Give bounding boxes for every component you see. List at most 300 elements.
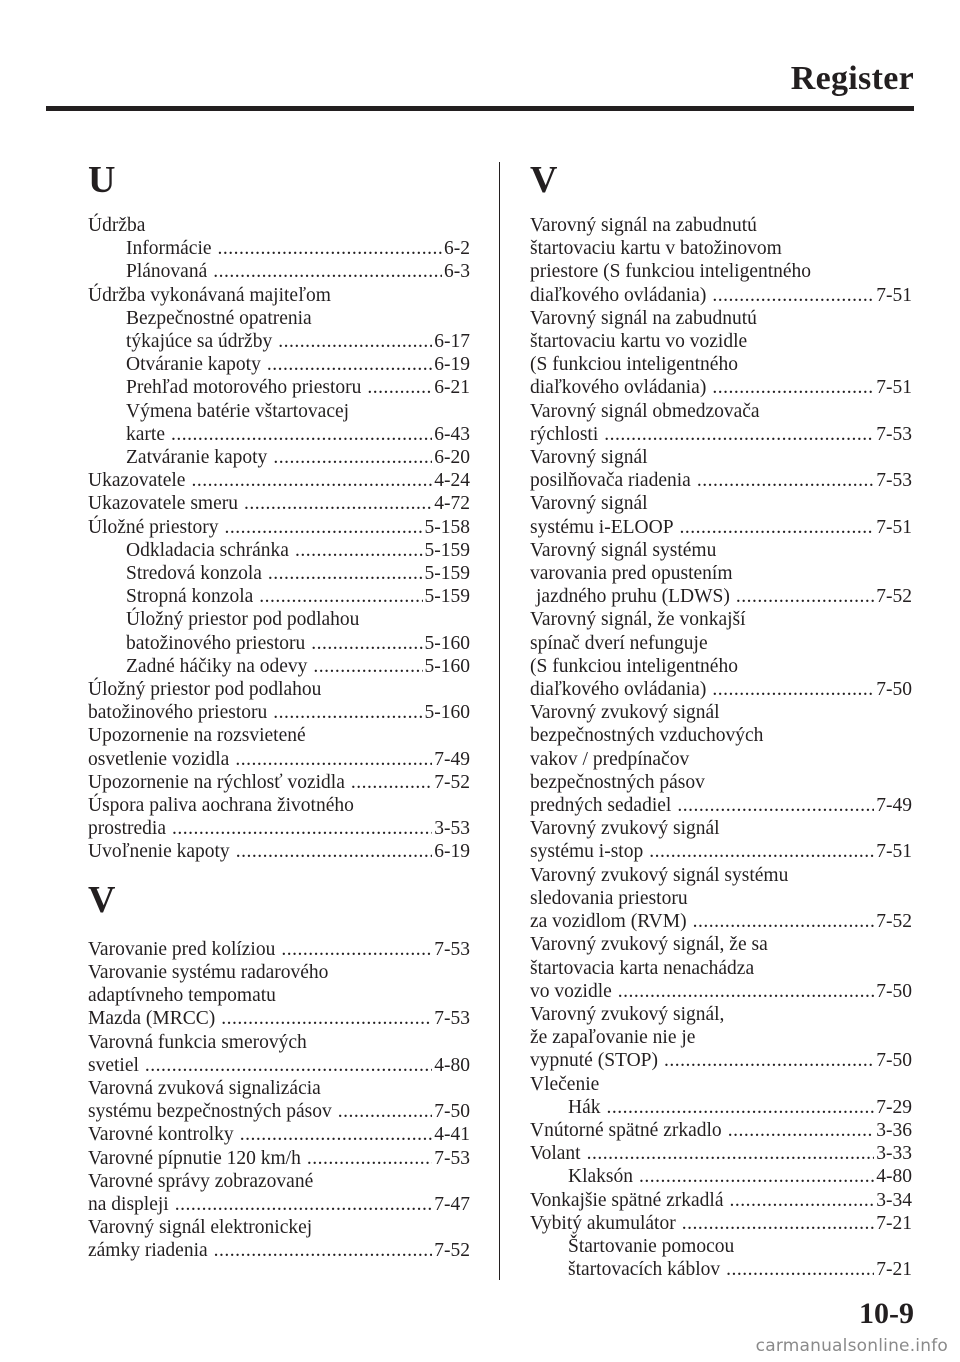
entry-text: Upozornenie na rýchlosť vozidla [88,771,345,793]
entry-text: Úspora paliva aochrana životného [88,795,354,817]
entry-text: systému i-stop [530,841,644,863]
index-entry [88,724,470,770]
entry-page-ref: 4-24 [434,470,470,492]
entry-text: Varovanie systému radarového [88,961,329,983]
index-entry [530,1119,912,1142]
entry-text: Varovný zvukový signál [530,702,720,724]
index-entry [88,1170,470,1216]
entry-text: Varovný signál [530,493,648,515]
entry-page-ref: 6-21 [434,377,470,399]
entry-page-ref: 3-34 [876,1189,912,1211]
index-entry-line [530,423,912,446]
dot-leader [281,938,432,961]
dot-leader [145,1054,432,1077]
entry-page-ref: 6-2 [444,238,470,260]
index-entry-line [530,214,912,237]
index-entry-line [88,655,470,678]
index-entry [88,214,470,237]
index-entry [530,492,912,538]
entry-text: Informácie [126,238,212,260]
entry-text: Varovný zvukový signál, [530,1003,725,1025]
entry-page-ref: 7-53 [434,938,470,960]
dot-leader [240,1123,433,1146]
entry-page-ref: 4-72 [434,493,470,515]
dot-leader [712,678,874,701]
index-entry-line [530,864,912,887]
index-entry [88,1216,470,1262]
entry-text: Mazda (MRCC) [88,1008,216,1030]
index-entry-line [88,678,470,701]
index-entry [88,260,470,283]
index-entry-line [530,585,912,608]
index-entry-line [530,608,912,631]
index-entry-line [88,724,470,747]
index-entry-line [530,1049,912,1072]
entry-text: osvetlenie vozidla [88,748,230,770]
entry-text: štartovaciu kartu vo vozidle [530,331,748,353]
dot-leader [218,237,442,260]
index-entry [530,1096,912,1119]
entry-page-ref: 7-53 [876,470,912,492]
dot-leader [267,353,432,376]
entry-text: bezpečnostných pásov [530,771,705,793]
index-entry [530,1165,912,1188]
index-entry-line [88,400,470,423]
entry-text: štartovaciu kartu v batožinovom [530,238,782,260]
index-entry-line [530,910,912,933]
dot-leader [191,469,432,492]
index-entry-line [88,1123,470,1146]
index-entry-line [530,1096,912,1119]
dot-leader [172,817,432,840]
index-entry-line [88,330,470,353]
entry-text: Varovný signál na zabudnutú [530,307,757,329]
entry-text: vo vozidle [530,980,612,1002]
dot-leader [175,1193,433,1216]
index-entry-line [88,376,470,399]
index-entry [530,1142,912,1165]
index-entry-line [530,284,912,307]
index-entry-line [530,1258,912,1281]
entry-page-ref: 7-50 [876,1050,912,1072]
entry-text: (S funkciou inteligentného [530,354,738,376]
column-divider [499,162,500,1280]
entry-page-ref: 4-80 [876,1166,912,1188]
entry-page-ref: 5-160 [424,632,470,654]
entry-text: Zadné háčiky na odevy [126,655,308,677]
index-entry [530,1003,912,1073]
dot-leader [367,376,432,399]
index-entry-line [530,260,912,283]
index-entry [88,585,470,608]
entry-page-ref: 3-33 [876,1143,912,1165]
entry-text: priestore (S funkciou inteligentného [530,261,812,283]
index-entry-line [88,840,470,863]
index-entry [88,284,470,307]
dot-leader [307,1147,432,1170]
entry-text: Varovný signál obmedzovača [530,400,760,422]
entry-page-ref: 7-53 [434,1147,470,1169]
entry-page-ref: 7-50 [434,1101,470,1123]
entry-text: Varovný signál [530,447,648,469]
entry-text: diaľkového ovládania) [530,679,707,701]
dot-leader [677,794,874,817]
entry-text: vypnuté (STOP) [530,1050,659,1072]
entry-text: Vnútorné spätné zrkadlo [530,1119,722,1141]
dot-leader [680,516,875,539]
index-entry-line [88,938,470,961]
entry-text: Úložné priestory [88,516,219,538]
entry-text: Varovný zvukový signál [530,818,720,840]
dot-leader [607,1096,875,1119]
entry-text: Vlečenie [530,1073,600,1095]
entry-page-ref: 6-20 [434,447,470,469]
index-entry-line [530,1165,912,1188]
entry-text: Štartovanie pomocou [568,1235,735,1257]
entry-text: predných sedadiel [530,795,672,817]
entry-text: Upozornenie na rozsvietené [88,725,306,747]
dot-leader [693,910,875,933]
entry-text: spínač dverí nefunguje [530,632,708,654]
index-entry-line [530,307,912,330]
entry-text: adaptívneho tempomatu [88,985,276,1007]
entry-page-ref: 7-53 [434,1008,470,1030]
index-entry [530,1073,912,1096]
entry-page-ref: 4-80 [434,1054,470,1076]
index-entry-line [530,632,912,655]
index-entry-line [530,376,912,399]
index-entry-line [88,1147,470,1170]
index-entry-line [530,1212,912,1235]
index-entry [88,562,470,585]
entry-page-ref: 6-19 [434,841,470,863]
index-entry [88,655,470,678]
index-entry [88,446,470,469]
entry-page-ref: 3-36 [876,1119,912,1141]
entry-text: Varovanie pred kolíziou [88,938,276,960]
index-entry-line [530,678,912,701]
entry-page-ref: 7-53 [876,423,912,445]
entry-page-ref: 7-50 [876,679,912,701]
index-entry [530,933,912,1003]
index-entry-line [88,961,470,984]
index-column-left [88,152,470,1263]
index-entry-line [530,748,912,771]
index-entry-line [530,1003,912,1026]
dot-leader [587,1142,875,1165]
dot-leader [639,1165,874,1188]
entry-page-ref: 5-159 [424,539,470,561]
dot-leader [225,516,423,539]
index-column-right [530,152,912,1281]
entry-text: Otváranie kapoty [126,354,261,376]
index-entry [88,353,470,376]
index-entry-line [88,469,470,492]
index-entry [530,701,912,817]
index-entry-line [88,701,470,724]
dot-leader [214,1239,433,1262]
dot-leader [682,1212,875,1235]
entry-page-ref: 7-51 [876,841,912,863]
dot-leader [726,1258,874,1281]
entry-text: Uvoľnenie kapoty [88,841,230,863]
entry-page-ref: 7-49 [434,748,470,770]
entry-text: Stredová konzola [126,563,262,585]
entry-page-ref: 7-49 [876,795,912,817]
entry-text: posilňovača riadenia [530,470,691,492]
index-entry [530,214,912,307]
dot-leader [697,469,874,492]
index-entry-line [88,608,470,631]
index-entry [88,794,470,840]
index-entry-line [88,1054,470,1077]
dot-leader [604,423,874,446]
entry-page-ref: 6-43 [434,423,470,445]
index-entry-line [88,1007,470,1030]
index-entry-line [88,1031,470,1054]
index-entry-line [530,353,912,376]
index-entry [88,400,470,446]
entry-text: Vybitý akumulátor [530,1212,676,1234]
entry-text: Klaksón [568,1166,633,1188]
index-entry-line [88,1077,470,1100]
dot-leader [338,1100,433,1123]
dot-leader [712,376,874,399]
entry-text: Varovná zvuková signalizácia [88,1077,321,1099]
index-entry-line [530,469,912,492]
dot-leader [351,771,432,794]
entry-page-ref: 3-53 [434,818,470,840]
entry-text: Prehľad motorového priestoru [126,377,362,399]
index-entry [530,608,912,701]
index-entry-line [88,446,470,469]
entry-text: Zatváranie kapoty [126,447,268,469]
entry-page-ref: 7-52 [434,771,470,793]
entry-text: systému i-ELOOP [530,516,674,538]
entry-text: Hák [568,1096,601,1118]
entry-page-ref: 6-17 [434,331,470,353]
entry-page-ref: 7-47 [434,1193,470,1215]
dot-leader [730,1189,875,1212]
index-entry-line [530,516,912,539]
index-entry-line [530,933,912,956]
dot-leader [649,840,874,863]
dot-leader [236,840,433,863]
entry-text: Varovné správy zobrazované [88,1170,314,1192]
index-entry-line [88,214,470,237]
index-entry-line [530,562,912,585]
entry-text: Varovný signál, že vonkajší [530,609,746,631]
entry-text: Plánovaná [126,261,208,283]
dot-leader [171,423,432,446]
dot-leader [618,980,874,1003]
page-number: 10-9 [859,1297,914,1330]
dot-leader [736,585,874,608]
entry-text: týkajúce sa údržby [126,331,273,353]
entry-text: Vonkajšie spätné zrkadlá [530,1189,724,1211]
entry-text: Údržba [88,215,146,236]
index-entry-line [88,237,470,260]
entry-text: (S funkciou inteligentného [530,655,738,677]
index-entry [88,1147,470,1170]
index-entry-line [530,492,912,515]
entry-text: že zapaľovanie nie je [530,1027,696,1049]
entry-text: batožinového priestoru [88,702,268,724]
index-entry-line [88,1216,470,1239]
dot-leader [295,539,423,562]
index-entry-line [530,1142,912,1165]
index-entry [88,469,470,492]
index-entry [88,376,470,399]
index-entry-line [530,330,912,353]
index-entry [530,539,912,609]
index-entry-line [530,1073,912,1096]
index-entry [88,492,470,515]
entry-text: zámky riadenia [88,1240,208,1262]
index-entry-line [530,1026,912,1049]
index-entry [88,771,470,794]
entry-text: Výmena batérie vštartovacej [126,400,350,422]
dot-leader [273,701,422,724]
index-entry [88,608,470,654]
index-entry-line [530,655,912,678]
entry-text: Stropná konzola [126,586,254,608]
index-entry-line [88,1170,470,1193]
index-entry-line [88,984,470,1007]
entry-text: karte [126,423,165,445]
entry-page-ref: 7-51 [876,377,912,399]
entry-page-ref: 5-160 [424,702,470,724]
entry-page-ref: 7-29 [876,1096,912,1118]
index-entry-line [88,1239,470,1262]
index-entry-line [530,1235,912,1258]
index-entry [88,1031,470,1077]
index-entry-line [88,1193,470,1216]
dot-leader [664,1049,874,1072]
entry-text: systému bezpečnostných pásov [88,1101,332,1123]
entry-page-ref: 7-52 [876,586,912,608]
entry-text: Varovné kontrolky [88,1124,234,1146]
section-letter: V [88,878,116,921]
entry-text: Varovný zvukový signál, že sa [530,934,768,956]
index-entry [530,1235,912,1281]
index-entry-line [88,284,470,307]
entry-page-ref: 7-52 [876,911,912,933]
entry-text: vakov / predpínačov [530,748,690,770]
index-entry-line [88,817,470,840]
index-entry-line [530,840,912,863]
index-entry [530,817,912,863]
entry-text: prostredia [88,818,166,840]
entry-text: diaľkového ovládania) [530,284,707,306]
entry-text: Úložný priestor pod podlahou [126,609,360,631]
index-entry-line [530,446,912,469]
header-rule [46,106,914,111]
dot-leader [244,492,432,515]
index-entry [530,1189,912,1212]
entry-text: Varovný signál na zabudnutú [530,215,757,236]
index-entry [88,961,470,1031]
section-letter: V [530,159,558,201]
entry-text: diaľkového ovládania) [530,377,707,399]
entry-text: Varovný zvukový signál systému [530,864,789,886]
entry-page-ref: 5-159 [424,586,470,608]
entry-text: Ukazovatele smeru [88,493,238,515]
index-entry-line [530,771,912,794]
entry-text: štartovacia karta nenachádza [530,957,755,979]
index-entry [88,237,470,260]
index-entry-line [88,632,470,655]
index-entry-line [530,1119,912,1142]
entry-page-ref: 6-19 [434,354,470,376]
index-entry-line [530,701,912,724]
index-entry [530,307,912,400]
index-entry [530,1212,912,1235]
index-entry-line [88,492,470,515]
index-entry-line [88,539,470,562]
index-entry-line [530,980,912,1003]
entry-text: za vozidlom (RVM) [530,911,687,933]
entry-text: Varovné pípnutie 120 km/h [88,1147,301,1169]
index-entry [88,539,470,562]
index-entry [88,840,470,863]
index-entry-line [88,771,470,794]
dot-leader [311,632,422,655]
entry-text: sledovania priestoru [530,887,688,909]
index-entry-line [88,585,470,608]
dot-leader [712,284,874,307]
entry-text: Ukazovatele [88,470,186,492]
entry-text: Volant [530,1143,581,1165]
index-entry-line [530,1189,912,1212]
entry-page-ref: 7-51 [876,516,912,538]
dot-leader [313,655,422,678]
dot-leader [268,562,423,585]
entry-page-ref: 4-41 [434,1124,470,1146]
entry-text: Úložný priestor pod podlahou [88,679,322,701]
entry-text: svetiel [88,1054,139,1076]
index-entry-line [530,237,912,260]
dot-leader [728,1119,875,1142]
index-entry-line [88,562,470,585]
dot-leader [235,748,432,771]
dot-leader [259,585,422,608]
index-entry [530,864,912,934]
index-entry [88,307,470,353]
entry-page-ref: 7-21 [876,1212,912,1234]
entry-text: rýchlosti [530,423,599,445]
index-entry-line [530,957,912,980]
entry-text: batožinového priestoru [126,632,306,654]
entry-page-ref: 7-52 [434,1240,470,1262]
entry-page-ref: 5-159 [424,563,470,585]
entry-text: Odkladacia schránka [126,539,289,561]
entry-text: štartovacích káblov [568,1259,721,1281]
index-entry-line [88,423,470,446]
index-entry-line [88,260,470,283]
index-entry [88,1123,470,1146]
index-entry-line [530,539,912,562]
entry-page-ref: 6-3 [444,261,470,283]
index-entry-line [88,307,470,330]
entry-page-ref: 7-50 [876,980,912,1002]
entry-text: Varovný signál systému [530,539,717,561]
index-entry-line [530,724,912,747]
index-entry-line [530,400,912,423]
index-entry [88,516,470,539]
entry-page-ref: 7-21 [876,1259,912,1281]
index-entry-line [530,817,912,840]
